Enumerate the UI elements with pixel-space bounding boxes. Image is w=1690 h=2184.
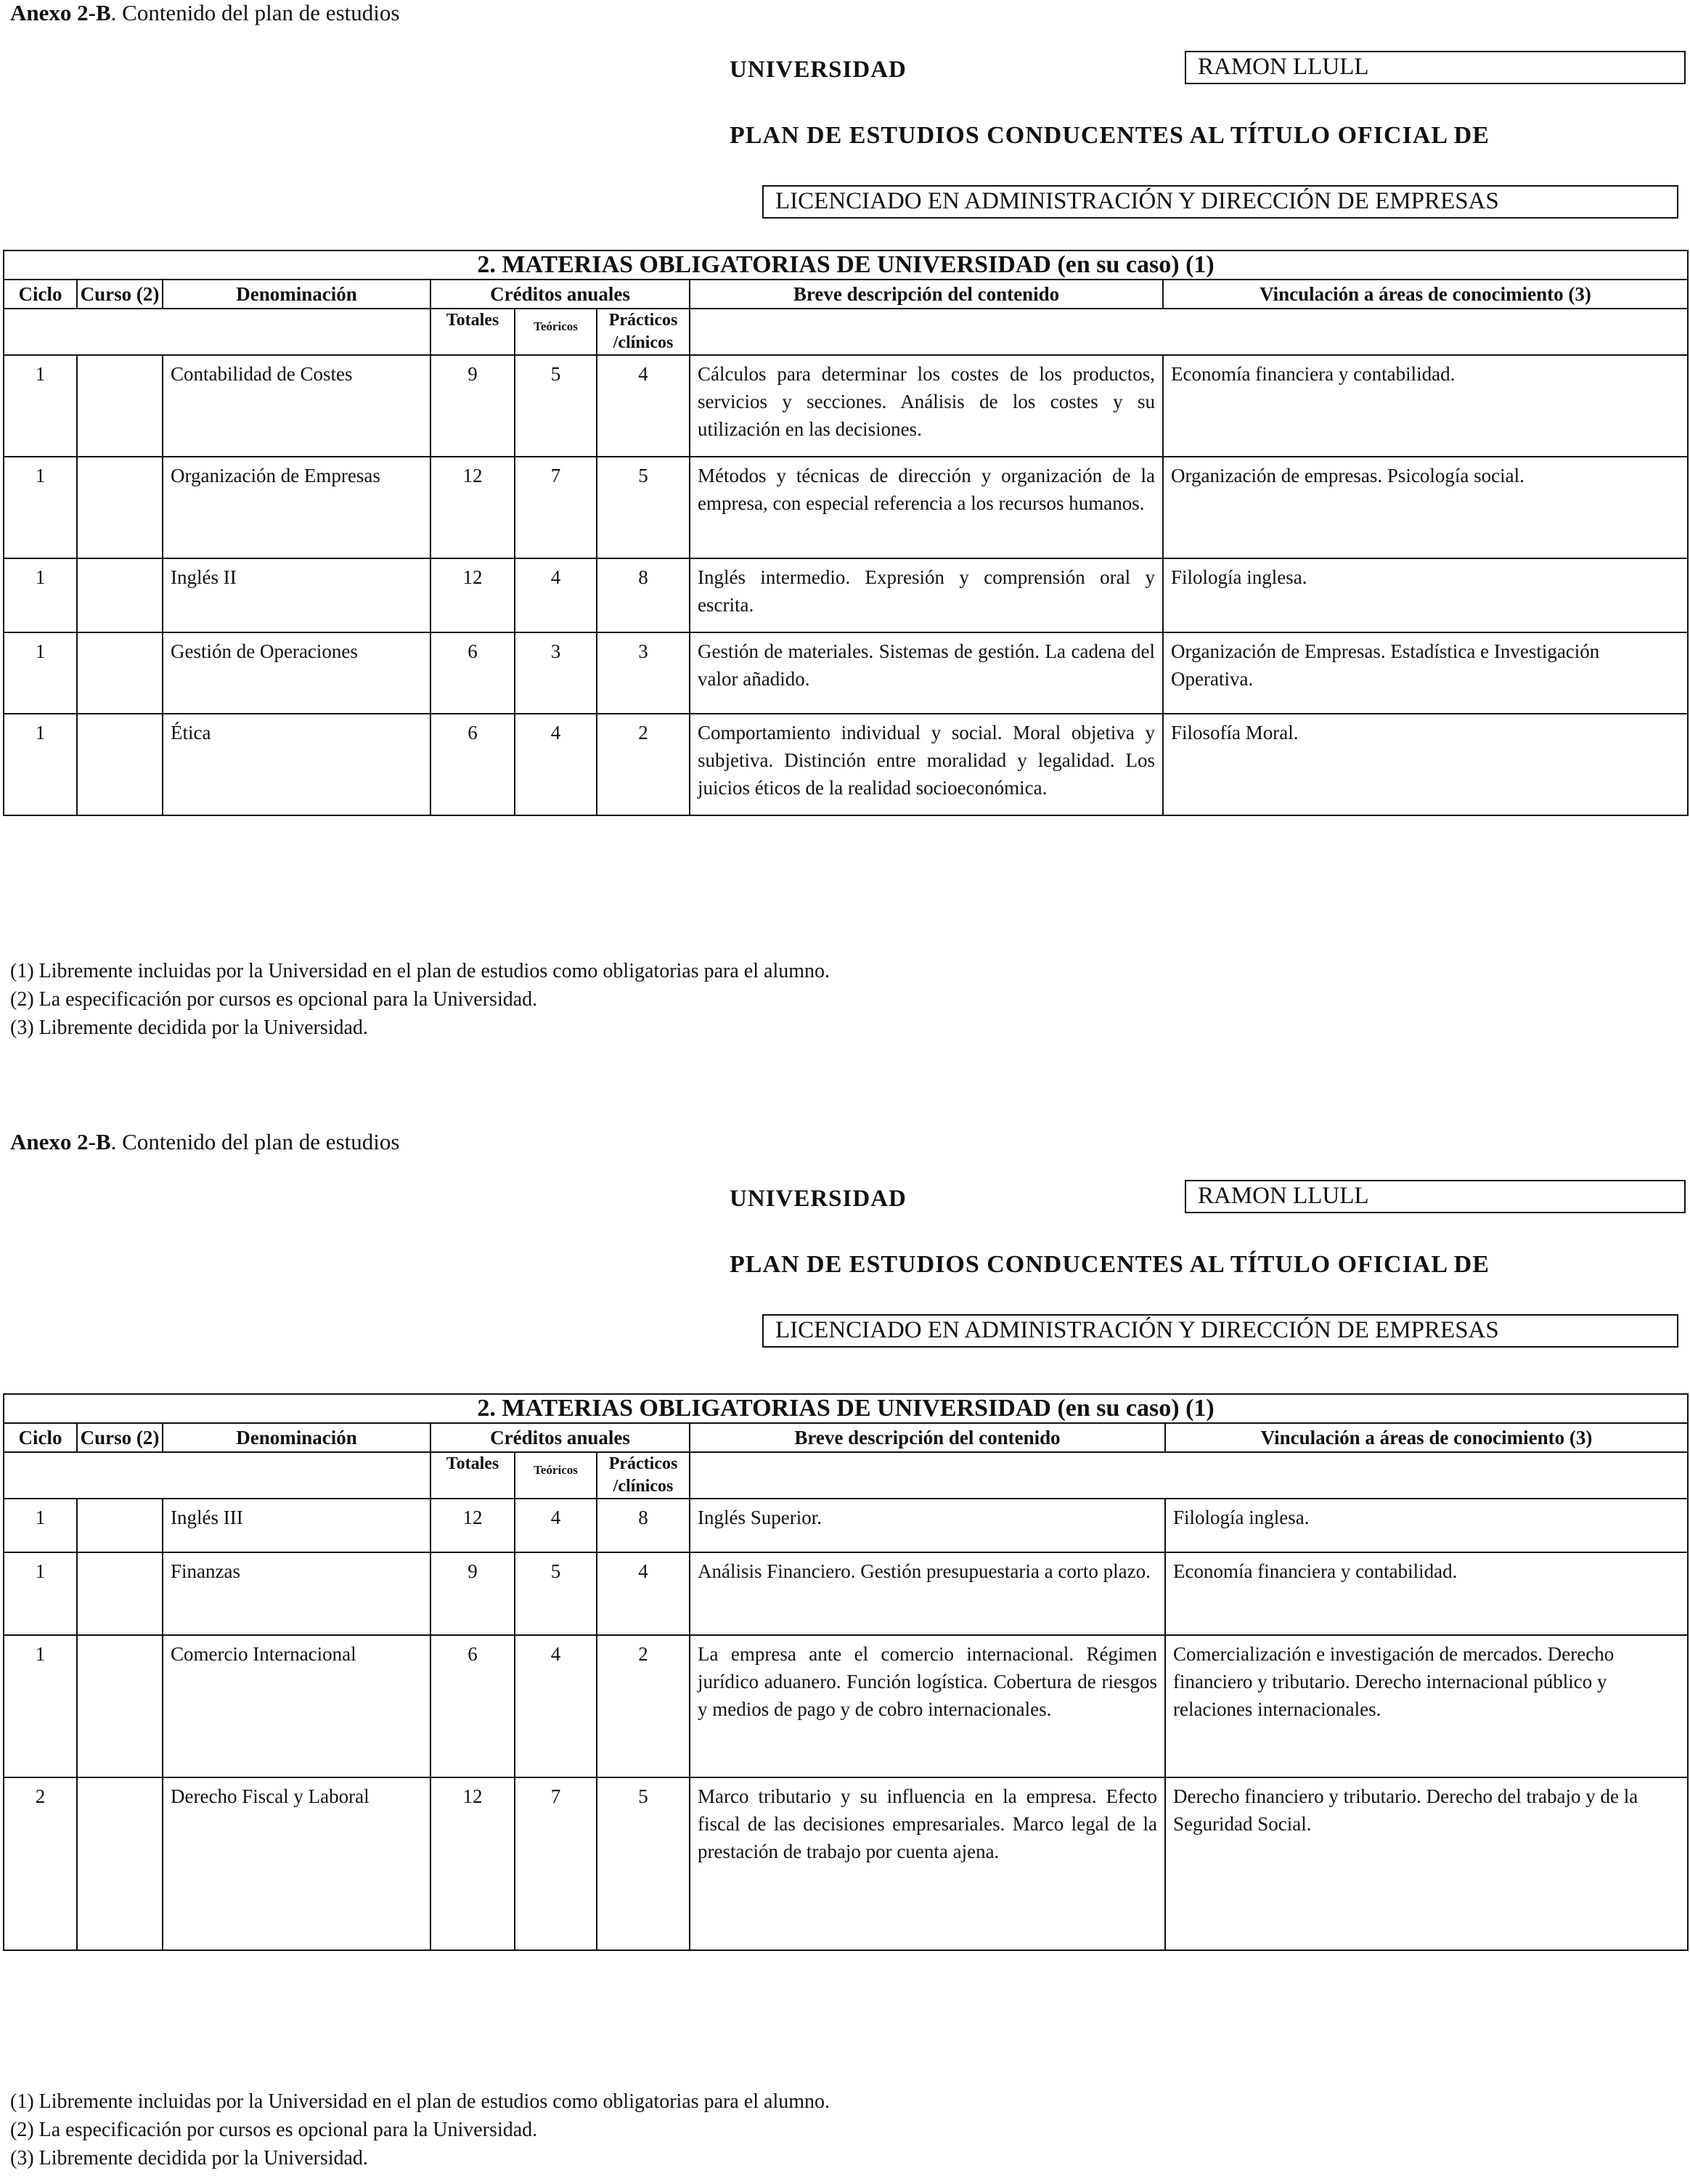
cell-practicos: 4 (597, 1552, 690, 1635)
cell-vinculacion: Filología inglesa. (1163, 558, 1688, 632)
cell-curso (77, 1499, 163, 1552)
cell-descripcion: Métodos y técnicas de dirección y organización de la empresa, con especial referencia a los recursos humanos. (690, 457, 1163, 558)
header-vinculacion: Vinculación a áreas de conocimiento (3) (1165, 1423, 1688, 1452)
annex-title: . Contenido del plan de estudios (110, 0, 400, 25)
cell-practicos: 4 (597, 355, 690, 457)
cell-teoricos: 5 (515, 1552, 597, 1635)
footnote-2: (2) La especificación por cursos es opcional para la Universidad. (10, 988, 538, 1011)
cell-ciclo: 1 (4, 558, 77, 632)
cell-curso (77, 355, 163, 457)
cell-teoricos: 4 (515, 1635, 597, 1777)
degree-name-box: LICENCIADO EN ADMINISTRACIÓN Y DIRECCIÓN DE EMPRESAS (762, 1314, 1678, 1348)
footnote-1: (1) Libremente incluidas por la Universidad en el plan de estudios como obligatorias para el alumno. (10, 960, 830, 982)
cell-teoricos: 7 (515, 1777, 597, 1950)
cell-teoricos: 3 (515, 632, 597, 714)
subjects-table (3, 1393, 1689, 1951)
cell-denominacion: Gestión de Operaciones (163, 632, 430, 714)
header-creditos: Créditos anuales (430, 1423, 690, 1452)
university-label: UNIVERSIDAD (730, 1186, 907, 1212)
cell-vinculacion: Organización de Empresas. Estadística e Investigación Operativa. (1163, 632, 1688, 714)
cell-denominacion: Comercio Internacional (163, 1635, 430, 1777)
table-row (4, 1635, 1688, 1777)
cell-denominacion: Derecho Fiscal y Laboral (163, 1777, 430, 1950)
university-name-box: RAMON LLULL (1185, 1180, 1686, 1213)
cell-teoricos: 5 (515, 355, 597, 457)
footnotes (10, 2087, 830, 2172)
header-ciclo: Ciclo (4, 1423, 77, 1452)
cell-descripcion: Análisis Financiero. Gestión presupuestaria a corto plazo. (690, 1552, 1165, 1635)
footnotes (10, 957, 830, 1042)
cell-totales: 12 (430, 1777, 515, 1950)
cell-ciclo: 1 (4, 632, 77, 714)
cell-practicos: 2 (597, 714, 690, 815)
cell-ciclo: 2 (4, 1777, 77, 1950)
cell-vinculacion: Organización de empresas. Psicología social. (1163, 457, 1688, 558)
header-denominacion: Denominación (163, 1423, 430, 1452)
cell-totales: 9 (430, 355, 515, 457)
cell-totales: 12 (430, 1499, 515, 1552)
cell-practicos: 8 (597, 558, 690, 632)
cell-practicos: 8 (597, 1499, 690, 1552)
footnote-1: (1) Libremente incluidas por la Universidad en el plan de estudios como obligatorias para el alumno. (10, 2090, 830, 2113)
degree-name-box: LICENCIADO EN ADMINISTRACIÓN Y DIRECCIÓN DE EMPRESAS (762, 185, 1678, 219)
header-totales: Totales (430, 309, 515, 355)
cell-curso (77, 1635, 163, 1777)
cell-teoricos: 7 (515, 457, 597, 558)
header-descripcion: Breve descripción del contenido (690, 1423, 1165, 1452)
cell-totales: 6 (430, 632, 515, 714)
cell-descripcion: Cálculos para determinar los costes de los productos, servicios y secciones. Análisis de los costes y su utilización en las decisiones. (690, 355, 1163, 457)
header-teoricos: Teóricos (515, 309, 597, 355)
header-curso: Curso (2) (77, 280, 163, 309)
cell-ciclo: 1 (4, 1635, 77, 1777)
plan-title: PLAN DE ESTUDIOS CONDUCENTES AL TÍTULO OFICIAL DE (730, 122, 1490, 149)
table-row (4, 355, 1688, 457)
cell-curso (77, 558, 163, 632)
table-row (4, 714, 1688, 815)
cell-ciclo: 1 (4, 355, 77, 457)
cell-practicos: 2 (597, 1635, 690, 1777)
table-row (4, 558, 1688, 632)
cell-curso (77, 1552, 163, 1635)
header-blank-right (690, 309, 1688, 355)
annex-title: . Contenido del plan de estudios (110, 1129, 400, 1154)
header-ciclo: Ciclo (4, 280, 77, 309)
footnote-3: (3) Libremente decidida por la Universidad. (10, 2147, 368, 2169)
header-blank-right (690, 1452, 1688, 1499)
table-row (4, 1552, 1688, 1635)
cell-denominacion: Inglés III (163, 1499, 430, 1552)
header-practicos: Prácticos /clínicos (597, 309, 690, 355)
cell-practicos: 3 (597, 632, 690, 714)
cell-denominacion: Finanzas (163, 1552, 430, 1635)
cell-teoricos: 4 (515, 1499, 597, 1552)
cell-ciclo: 1 (4, 1552, 77, 1635)
header-denominacion: Denominación (163, 280, 430, 309)
cell-descripcion: Gestión de materiales. Sistemas de gestión. La cadena del valor añadido. (690, 632, 1163, 714)
header-teoricos: Teóricos (515, 1452, 597, 1499)
header-curso: Curso (2) (77, 1423, 163, 1452)
cell-curso (77, 632, 163, 714)
cell-curso (77, 714, 163, 815)
cell-vinculacion: Economía financiera y contabilidad. (1163, 355, 1688, 457)
annex-heading (10, 1129, 399, 1155)
cell-totales: 6 (430, 1635, 515, 1777)
table-row (4, 632, 1688, 714)
cell-denominacion: Inglés II (163, 558, 430, 632)
header-blank-left (4, 309, 430, 355)
header-descripcion: Breve descripción del contenido (690, 280, 1163, 309)
cell-descripcion: La empresa ante el comercio internacional. Régimen jurídico aduanero. Función logística. Cobertura de riesgos y medios de pago y de cobro internacionales. (690, 1635, 1165, 1777)
cell-vinculacion: Filosofía Moral. (1163, 714, 1688, 815)
cell-curso (77, 1777, 163, 1950)
cell-ciclo: 1 (4, 714, 77, 815)
cell-totales: 12 (430, 457, 515, 558)
header-vinculacion: Vinculación a áreas de conocimiento (3) (1163, 280, 1688, 309)
cell-ciclo: 1 (4, 1499, 77, 1552)
annex-label: Anexo 2-B (10, 0, 111, 25)
plan-title: PLAN DE ESTUDIOS CONDUCENTES AL TÍTULO OFICIAL DE (730, 1251, 1490, 1278)
table-row (4, 1499, 1688, 1552)
header-creditos: Créditos anuales (430, 280, 690, 309)
table-title: 2. MATERIAS OBLIGATORIAS DE UNIVERSIDAD (en su caso) (1) (4, 1394, 1688, 1423)
cell-denominacion: Contabilidad de Costes (163, 355, 430, 457)
table-row (4, 1777, 1688, 1950)
cell-vinculacion: Derecho financiero y tributario. Derecho del trabajo y de la Seguridad Social. (1165, 1777, 1688, 1950)
university-name-box: RAMON LLULL (1185, 51, 1686, 84)
header-blank-left (4, 1452, 430, 1499)
cell-curso (77, 457, 163, 558)
cell-teoricos: 4 (515, 714, 597, 815)
header-practicos: Prácticos /clínicos (597, 1452, 690, 1499)
annex-heading (10, 0, 399, 26)
cell-totales: 12 (430, 558, 515, 632)
cell-practicos: 5 (597, 1777, 690, 1950)
header-totales: Totales (430, 1452, 515, 1499)
cell-vinculacion: Comercialización e investigación de mercados. Derecho financiero y tributario. Derecho internacional público y relaciones internacionales. (1165, 1635, 1688, 1777)
cell-totales: 9 (430, 1552, 515, 1635)
cell-vinculacion: Economía financiera y contabilidad. (1165, 1552, 1688, 1635)
subjects-table (3, 250, 1689, 816)
footnote-2: (2) La especificación por cursos es opcional para la Universidad. (10, 2119, 538, 2141)
cell-descripcion: Inglés Superior. (690, 1499, 1165, 1552)
cell-denominacion: Organización de Empresas (163, 457, 430, 558)
cell-denominacion: Ética (163, 714, 430, 815)
cell-descripcion: Marco tributario y su influencia en la empresa. Efecto fiscal de las decisiones empresariales. Marco legal de la prestación de trabajo por cuenta ajena. (690, 1777, 1165, 1950)
footnote-3: (3) Libremente decidida por la Universidad. (10, 1016, 368, 1039)
cell-descripcion: Comportamiento individual y social. Moral objetiva y subjetiva. Distinción entre moralidad y legalidad. Los juicios éticos de la realidad socioeconómica. (690, 714, 1163, 815)
cell-ciclo: 1 (4, 457, 77, 558)
table-title: 2. MATERIAS OBLIGATORIAS DE UNIVERSIDAD (en su caso) (1) (4, 250, 1688, 280)
table-row (4, 457, 1688, 558)
cell-teoricos: 4 (515, 558, 597, 632)
cell-practicos: 5 (597, 457, 690, 558)
cell-vinculacion: Filología inglesa. (1165, 1499, 1688, 1552)
university-label: UNIVERSIDAD (730, 57, 907, 83)
cell-totales: 6 (430, 714, 515, 815)
annex-label: Anexo 2-B (10, 1129, 111, 1154)
cell-descripcion: Inglés intermedio. Expresión y comprensión oral y escrita. (690, 558, 1163, 632)
